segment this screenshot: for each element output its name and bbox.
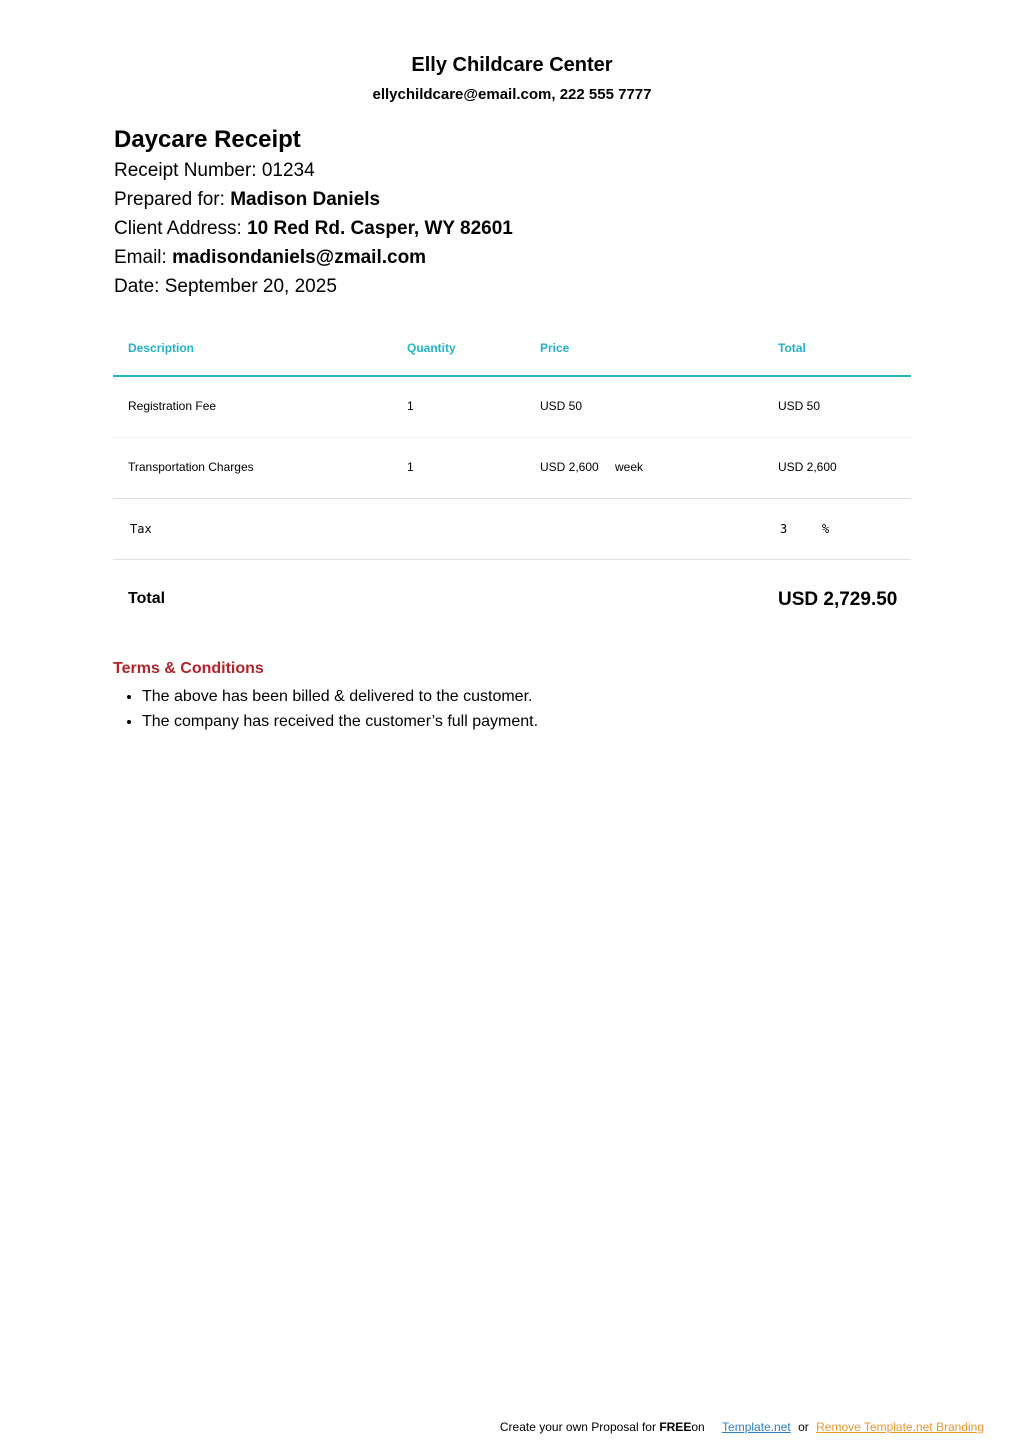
- company-name: Elly Childcare Center: [411, 54, 613, 76]
- terms-title: Terms & Conditions: [113, 660, 264, 677]
- footer-branding: [500, 1420, 984, 1434]
- row-total: USD 50: [778, 399, 821, 413]
- row-quantity: 1: [407, 399, 414, 413]
- row-description: Transportation Charges: [128, 460, 254, 474]
- grand-total-label: Total: [128, 590, 166, 607]
- header-total: Total: [778, 341, 806, 355]
- tax-percent-sign: %: [822, 522, 830, 536]
- receipt-title: Daycare Receipt: [114, 126, 301, 153]
- company-contact: ellychildcare@email.com, 222 555 7777: [372, 86, 652, 103]
- client-address-value: 10 Red Rd. Casper, WY 82601: [247, 218, 513, 239]
- row-total: USD 2,600: [778, 460, 837, 474]
- terms-list: [113, 684, 538, 734]
- email-line: [114, 247, 426, 269]
- client-address-label: Client Address:: [114, 218, 242, 239]
- header-quantity: Quantity: [407, 341, 456, 355]
- footer-or: or: [798, 1420, 809, 1434]
- grand-total-amount: USD 2,729.50: [778, 589, 898, 610]
- prepared-for-value: Madison Daniels: [230, 189, 381, 210]
- tax-value: 3: [780, 522, 788, 536]
- footer-free: FREE: [659, 1420, 692, 1434]
- header-price: Price: [540, 341, 570, 355]
- table-row: [113, 438, 911, 499]
- terms-item: • The above has been billed & delivered to the customer.: [142, 684, 538, 709]
- receipt-number-line: [114, 160, 315, 182]
- row-description: Registration Fee: [128, 399, 217, 413]
- table-header-row: [113, 322, 911, 377]
- table-row: [113, 377, 911, 438]
- terms-item: • The company has received the customer’s full payment.: [142, 709, 538, 734]
- date-line: [114, 276, 337, 298]
- header-description: Description: [128, 341, 195, 355]
- template-net-link[interactable]: Template.net: [722, 1420, 791, 1434]
- email-label: Email:: [114, 247, 167, 268]
- grand-total-row: [113, 560, 911, 640]
- email-value: madisondaniels@zmail.com: [172, 247, 427, 268]
- items-table: [113, 322, 911, 640]
- prepared-for-line: [114, 189, 380, 211]
- client-address-line: [114, 218, 513, 240]
- row-price-unit: week: [615, 460, 644, 474]
- tax-label: Tax: [130, 522, 152, 536]
- remove-branding-link[interactable]: Remove Template.net Branding: [816, 1420, 984, 1434]
- tax-row: [113, 499, 911, 560]
- footer-prefix: Create your own Proposal for: [499, 1420, 656, 1434]
- date-value: September 20, 2025: [164, 276, 337, 297]
- receipt-number-label: Receipt Number:: [114, 160, 257, 181]
- row-quantity: 1: [407, 460, 414, 474]
- row-price: USD 50: [540, 399, 583, 413]
- prepared-for-label: Prepared for:: [114, 189, 225, 210]
- footer-on: on: [691, 1420, 705, 1434]
- receipt-number-value: 01234: [261, 160, 315, 181]
- row-price: USD 2,600: [540, 460, 599, 474]
- date-label: Date:: [114, 276, 160, 297]
